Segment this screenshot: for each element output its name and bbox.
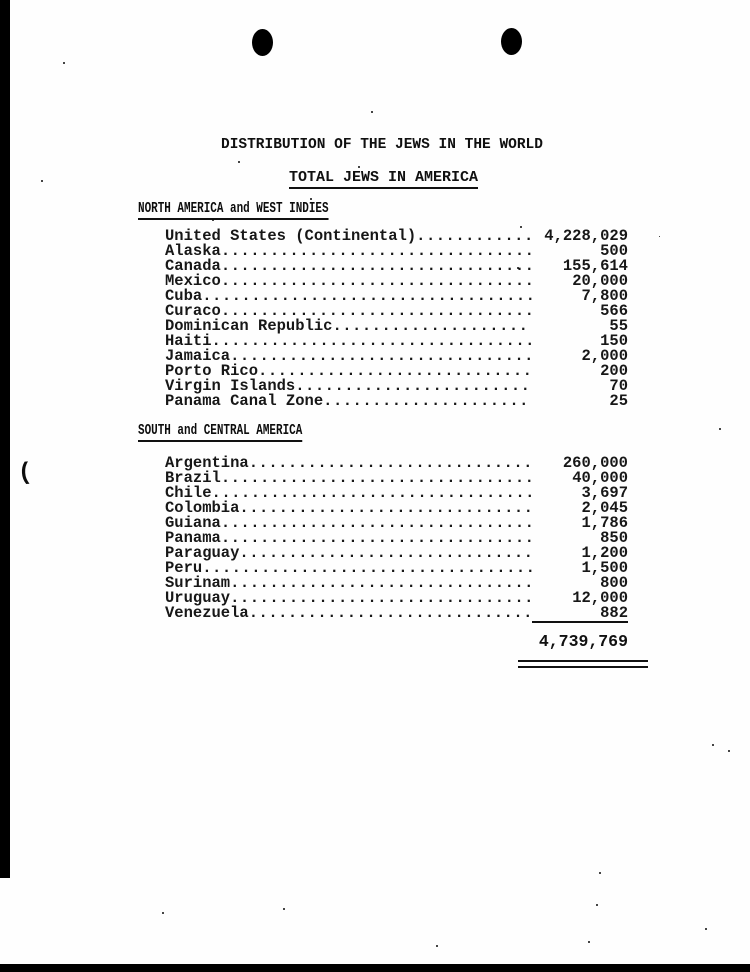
country-value: 200 <box>600 362 628 380</box>
country-value: 850 <box>600 529 628 547</box>
scan-speck <box>371 111 373 113</box>
dot-leader <box>332 319 532 334</box>
dot-leader <box>295 379 532 394</box>
dot-leader <box>221 274 532 289</box>
table-row <box>165 289 628 304</box>
scan-speck <box>517 267 519 269</box>
dot-leader <box>221 259 532 274</box>
country-value: 3,697 <box>581 484 628 502</box>
dot-leader <box>239 501 532 516</box>
scan-speck <box>712 744 714 746</box>
punch-hole-left <box>252 29 273 56</box>
grand-total-value: 4,739,769 <box>538 632 628 651</box>
scan-speck <box>659 236 660 237</box>
dot-leader <box>249 606 532 621</box>
scan-speck <box>719 428 721 430</box>
country-label: Porto Rico <box>165 362 259 380</box>
table-row <box>165 319 628 334</box>
country-label: Virgin Islands <box>165 377 296 395</box>
scan-speck <box>436 945 438 947</box>
document-subtitle: TOTAL JEWS IN AMERICA <box>289 170 478 189</box>
table-row <box>165 561 628 576</box>
dot-leader <box>202 561 532 576</box>
dot-leader <box>230 349 532 364</box>
dot-leader <box>416 229 532 244</box>
country-value: 1,200 <box>581 544 628 562</box>
country-label: Cuba <box>165 287 203 305</box>
punch-hole-right <box>501 28 522 55</box>
table-row <box>165 516 628 531</box>
dot-leader <box>239 546 532 561</box>
section-heading-south-america: SOUTH and CENTRAL AMERICA <box>138 423 302 442</box>
country-label: Alaska <box>165 242 221 260</box>
scan-speck <box>520 226 522 228</box>
scan-speck <box>283 908 285 910</box>
country-label: Venezuela <box>165 604 249 622</box>
scan-edge-bottom <box>0 964 750 972</box>
table-row <box>165 229 628 244</box>
country-label: United States (Continental) <box>165 227 417 245</box>
table-row <box>165 546 628 561</box>
table-row <box>165 244 628 259</box>
table-south-america <box>165 456 628 621</box>
country-value: 4,228,029 <box>544 227 628 245</box>
country-label: Guiana <box>165 514 221 532</box>
country-label: Surinam <box>165 574 231 592</box>
scan-speck <box>728 750 730 752</box>
dot-leader <box>221 244 532 259</box>
country-label: Brazil <box>165 469 221 487</box>
scan-speck <box>162 912 164 914</box>
country-value: 25 <box>609 392 628 410</box>
table-row <box>165 576 628 591</box>
dot-leader <box>212 334 532 349</box>
country-value: 20,000 <box>572 272 628 290</box>
dot-leader <box>221 471 532 486</box>
table-row <box>165 274 628 289</box>
scan-speck <box>596 904 598 906</box>
country-value: 150 <box>600 332 628 350</box>
section-heading-north-america: NORTH AMERICA and WEST INDIES <box>138 201 329 220</box>
scan-speck <box>41 180 43 182</box>
country-label: Curaco <box>165 302 221 320</box>
country-label: Panama Canal Zone <box>165 392 324 410</box>
dot-leader <box>249 456 532 471</box>
dot-leader <box>221 531 532 546</box>
table-row <box>165 606 628 621</box>
country-value: 800 <box>600 574 628 592</box>
country-value: 2,000 <box>581 347 628 365</box>
country-label: Paraguay <box>165 544 240 562</box>
country-label: Dominican Republic <box>165 317 333 335</box>
dot-leader <box>323 394 532 409</box>
country-value: 12,000 <box>572 589 628 607</box>
country-label: Uruguay <box>165 589 231 607</box>
country-value: 40,000 <box>572 469 628 487</box>
table-row <box>165 259 628 274</box>
country-value: 1,500 <box>581 559 628 577</box>
country-label: Panama <box>165 529 221 547</box>
scan-speck <box>212 219 214 221</box>
country-value: 155,614 <box>562 257 628 275</box>
country-value: 260,000 <box>562 454 628 472</box>
country-label: Haiti <box>165 332 212 350</box>
table-row <box>165 501 628 516</box>
country-value: 882 <box>532 606 628 623</box>
table-row <box>165 471 628 486</box>
country-value: 500 <box>600 242 628 260</box>
dot-leader <box>230 576 532 591</box>
scan-speck <box>599 872 601 874</box>
country-value: 70 <box>609 377 628 395</box>
country-label: Jamaica <box>165 347 231 365</box>
scan-speck <box>63 62 65 64</box>
country-label: Colombia <box>165 499 240 517</box>
dot-leader <box>258 364 532 379</box>
country-label: Canada <box>165 257 221 275</box>
scan-speck <box>238 161 240 163</box>
document-title: DISTRIBUTION OF THE JEWS IN THE WORLD <box>221 137 543 153</box>
dot-leader <box>202 289 532 304</box>
country-value: 55 <box>609 317 628 335</box>
dot-leader <box>221 516 532 531</box>
country-label: Chile <box>165 484 212 502</box>
scan-speck <box>358 166 360 168</box>
country-label: Peru <box>165 559 203 577</box>
scan-speck <box>310 198 312 200</box>
country-value: 2,045 <box>581 499 628 517</box>
table-north-america <box>165 229 628 409</box>
country-label: Argentina <box>165 454 249 472</box>
country-value: 566 <box>600 302 628 320</box>
scan-edge-left <box>0 0 10 878</box>
dot-leader <box>230 591 532 606</box>
table-row <box>165 394 628 409</box>
scan-speck <box>705 928 707 930</box>
country-value: 7,800 <box>581 287 628 305</box>
table-row <box>165 456 628 471</box>
table-row <box>165 334 628 349</box>
scan-speck <box>588 941 590 943</box>
stray-pen-mark: ( <box>17 459 34 488</box>
dot-leader <box>212 486 532 501</box>
total-double-rule <box>518 660 648 668</box>
country-label: Mexico <box>165 272 221 290</box>
country-value: 1,786 <box>581 514 628 532</box>
